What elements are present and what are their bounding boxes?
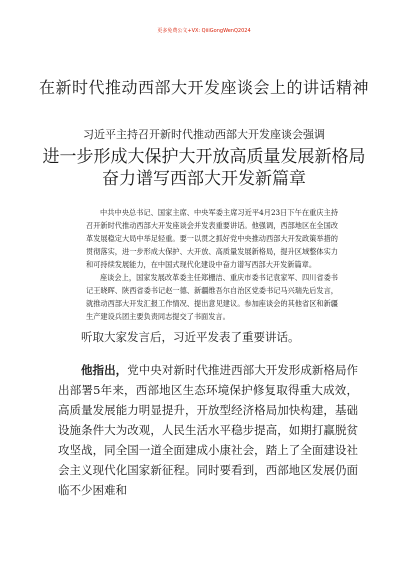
document-title: 在新时代推动西部大开发座谈会上的讲话精神	[38, 78, 369, 97]
news-headline-line-1: 进一步形成大保护大开放高质量发展新格局	[42, 147, 366, 167]
speech-section	[58, 360, 358, 500]
speech-lead: 他指出，	[81, 363, 128, 377]
speech-paragraph	[58, 360, 358, 500]
news-subheading: 习近平主持召开新时代推动西部大开发座谈会强调	[83, 128, 325, 141]
intro-sentence: 听取大家发言后，习近平发表了重要讲话。	[81, 330, 300, 344]
news-paragraph: 中共中央总书记、国家主席、中央军委主席习近平4月23日下午在重庆主持召开新时代推动西部大开发座谈会并发表重要讲话。他强调，西部地区在全国改革发展稳定大局中举足轻重。要一以贯之抓好党中央推动西部大开发政策举措的贯彻落实，进一步形成大保护、大开放、高质量发展新格局，提升区域整体实力和可持续发展能力，在中国式现代化建设中奋力谱写西部大开发新篇章。	[86, 208, 338, 269]
promo-banner: 更多免费公文+VX: QiiiGongWenQ2024	[157, 28, 251, 34]
speech-text: 党中央对新时代推进西部大开发形成新格局作出部署5年来，西部地区生态环境保护修复取得重大成效，高质量发展能力明显提升，开放型经济格局加快构建，基础设施条件大为改观，人民生活水平稳步提高，如期打赢脱贫攻坚战，同全国一道全面建成小康社会，踏上了全面建设社会主义现代化国家新征程。同时要看到，西部地区发展仍面临不少困难和	[58, 363, 359, 497]
news-paragraph: 座谈会上，国家发展改革委主任郑栅洁、重庆市委书记袁家军、四川省委书记王晓晖、陕西省委书记赵一德、新疆维吾尔自治区党委书记马兴瑞先后发言，就推动西部大开发汇报工作情况、提出意见建议。参加座谈会的其他省区和新疆生产建设兵团主要负责同志提交了书面发言。	[86, 273, 338, 321]
news-report	[86, 206, 338, 323]
news-headline-line-2: 奋力谱写西部大开发新篇章	[102, 169, 306, 189]
